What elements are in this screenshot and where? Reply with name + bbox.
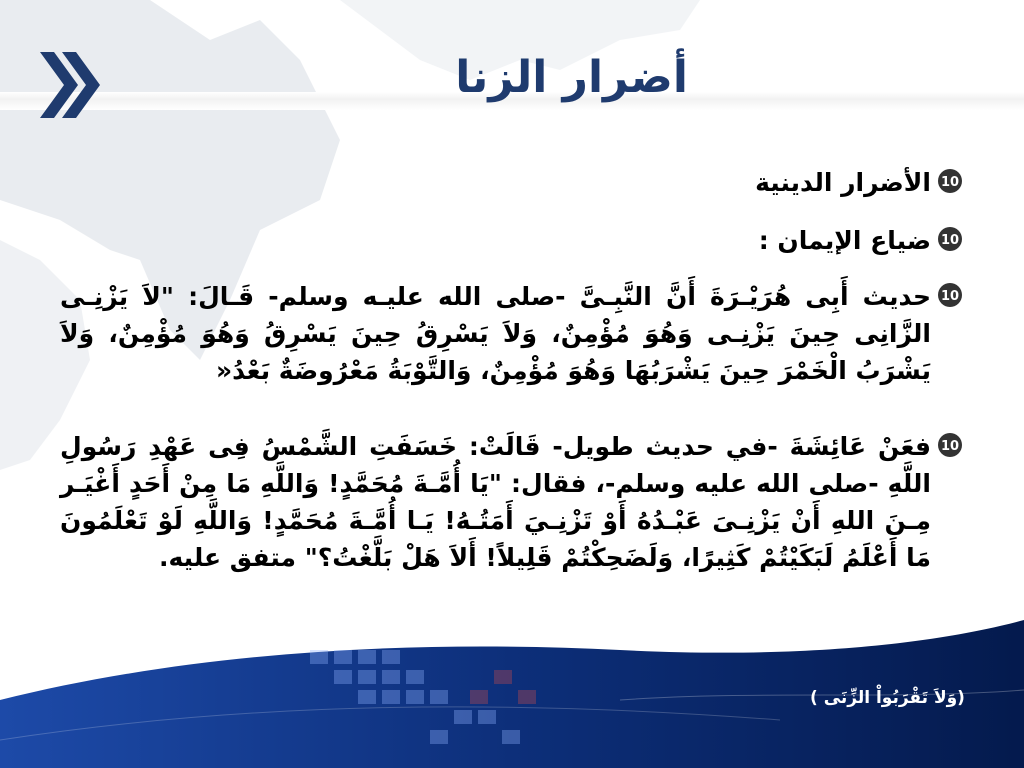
- page-title: أضرار الزنا: [455, 52, 688, 103]
- list-item: [60, 278, 965, 389]
- list-item: [60, 164, 965, 201]
- svg-text:10: 10: [940, 439, 960, 454]
- list-item-text: فعَنْ عَائِشَةَ -في حديث طويل- قَالَتْ: خَسَفَتِ الشَّمْسُ فِى عَهْدِ رَسُولِ اللَّهِ -صلى الله عليه وسلم-، فقال: "يَا أُمَّـةَ مُحَمَّدٍ! وَاللَّهِ مَا مِنْ أَحَدٍ أَغْيَـر مِـنَ اللهِ أَنْ يَزْنِـىَ عَبْـدُهُ أَوْ تَزْنِـيَ أَمَتُـهُ! يَـا أُمَّـةَ مُحَمَّدٍ! وَاللَّهِ لَوْ تَعْلَمُونَ مَا أَعْلَمُ لَبَكَيْتُمْ كَثِيرًا، وَلَضَحِكْتُمْ قَلِيلاً! أَلاَ هَلْ بَلَّغْتُ؟" متفق عليه.: [60, 432, 931, 572]
- footer-quote: (وَلاَ تَقْرَبُواْ الزِّنَى ): [810, 688, 965, 708]
- list-item-text: الأضرار الدينية: [755, 168, 931, 197]
- list-item: [60, 428, 965, 576]
- svg-text:10: 10: [940, 289, 960, 304]
- circled-ten-icon: [935, 224, 965, 254]
- svg-text:10: 10: [940, 175, 960, 190]
- svg-text:10: 10: [940, 233, 960, 248]
- list-item-text: ضياع الإيمان :: [758, 226, 931, 255]
- circled-ten-icon: [935, 280, 965, 310]
- list-item: [60, 222, 965, 259]
- circled-ten-icon: [935, 166, 965, 196]
- list-item-text: حديث أَبِى هُرَيْـرَةَ أَنَّ النَّبِـىَّ -صلى الله عليـه وسلم- قَـالَ: "لاَ يَزْنِـى الزَّانِى حِينَ يَزْنِـى وَهُوَ مُؤْمِنٌ، وَلاَ يَسْرِقُ حِينَ يَسْرِقُ وَهُوَ مُؤْمِنٌ، وَلاَ يَشْرَبُ الْخَمْرَ حِينَ يَشْرَبُهَا وَهُوَ مُؤْمِنٌ، وَالتَّوْبَةُ مَعْرُوضَةٌ بَعْدُ«: [60, 282, 931, 385]
- double-chevron-logo-icon: [38, 50, 104, 120]
- circled-ten-icon: [935, 430, 965, 460]
